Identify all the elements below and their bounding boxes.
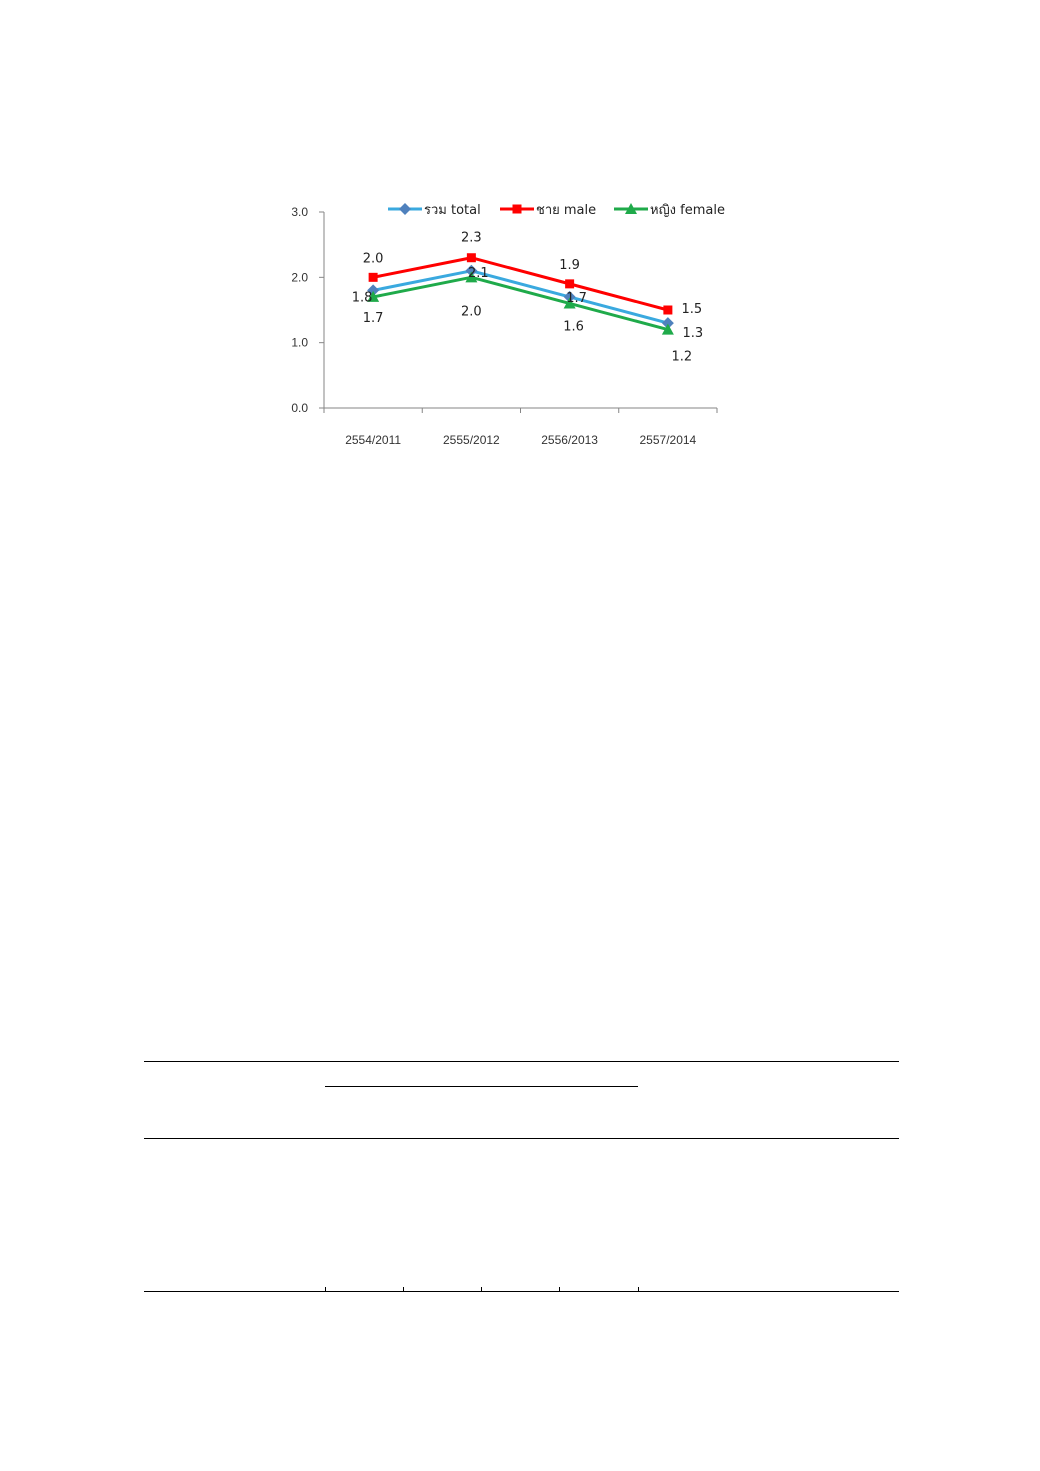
y-tick-label: 3.0 <box>291 205 308 219</box>
data-label: 1.9 <box>559 257 580 273</box>
table-bottom-rule <box>144 1291 899 1292</box>
table-column-tick <box>638 1287 639 1292</box>
line-chart <box>0 0 1040 480</box>
table-subheader-rule <box>325 1086 638 1087</box>
data-label: 2.0 <box>461 304 482 320</box>
legend-swatch-marker <box>399 203 411 215</box>
table-column-tick <box>325 1287 326 1292</box>
data-point-marker <box>663 306 672 315</box>
y-tick-label: 2.0 <box>291 270 308 285</box>
legend-label: หญิง female <box>650 203 725 218</box>
legend-label: ชาย male <box>536 203 597 218</box>
data-label: 1.6 <box>563 319 584 335</box>
table-column-tick <box>559 1287 560 1292</box>
y-tick-label: 0.0 <box>291 401 308 415</box>
data-label: 1.3 <box>682 326 704 342</box>
table-column-tick <box>403 1287 404 1292</box>
data-label: 1.7 <box>362 310 384 326</box>
x-tick-label: 2554/2011 <box>345 433 402 447</box>
legend-label: รวม total <box>424 203 481 218</box>
data-label: 1.7 <box>566 290 587 306</box>
data-point-marker <box>467 253 476 262</box>
x-tick-label: 2556/2013 <box>541 433 598 447</box>
data-label: 1.2 <box>671 349 693 365</box>
data-point-marker <box>369 273 378 282</box>
x-tick-label: 2557/2014 <box>639 433 697 447</box>
data-label: 1.8 <box>351 290 373 306</box>
data-label: 1.5 <box>681 302 703 317</box>
table-top-rule <box>144 1061 899 1062</box>
data-point-marker <box>565 279 574 288</box>
data-label: 2.0 <box>362 251 384 267</box>
y-tick-label: 1.0 <box>291 335 308 350</box>
legend-swatch-marker <box>513 205 522 214</box>
data-label: 2.1 <box>468 265 489 281</box>
x-tick-label: 2555/2012 <box>443 433 500 447</box>
data-label: 2.3 <box>461 230 482 246</box>
table-column-tick <box>481 1287 482 1292</box>
table-header-rule <box>144 1138 899 1139</box>
